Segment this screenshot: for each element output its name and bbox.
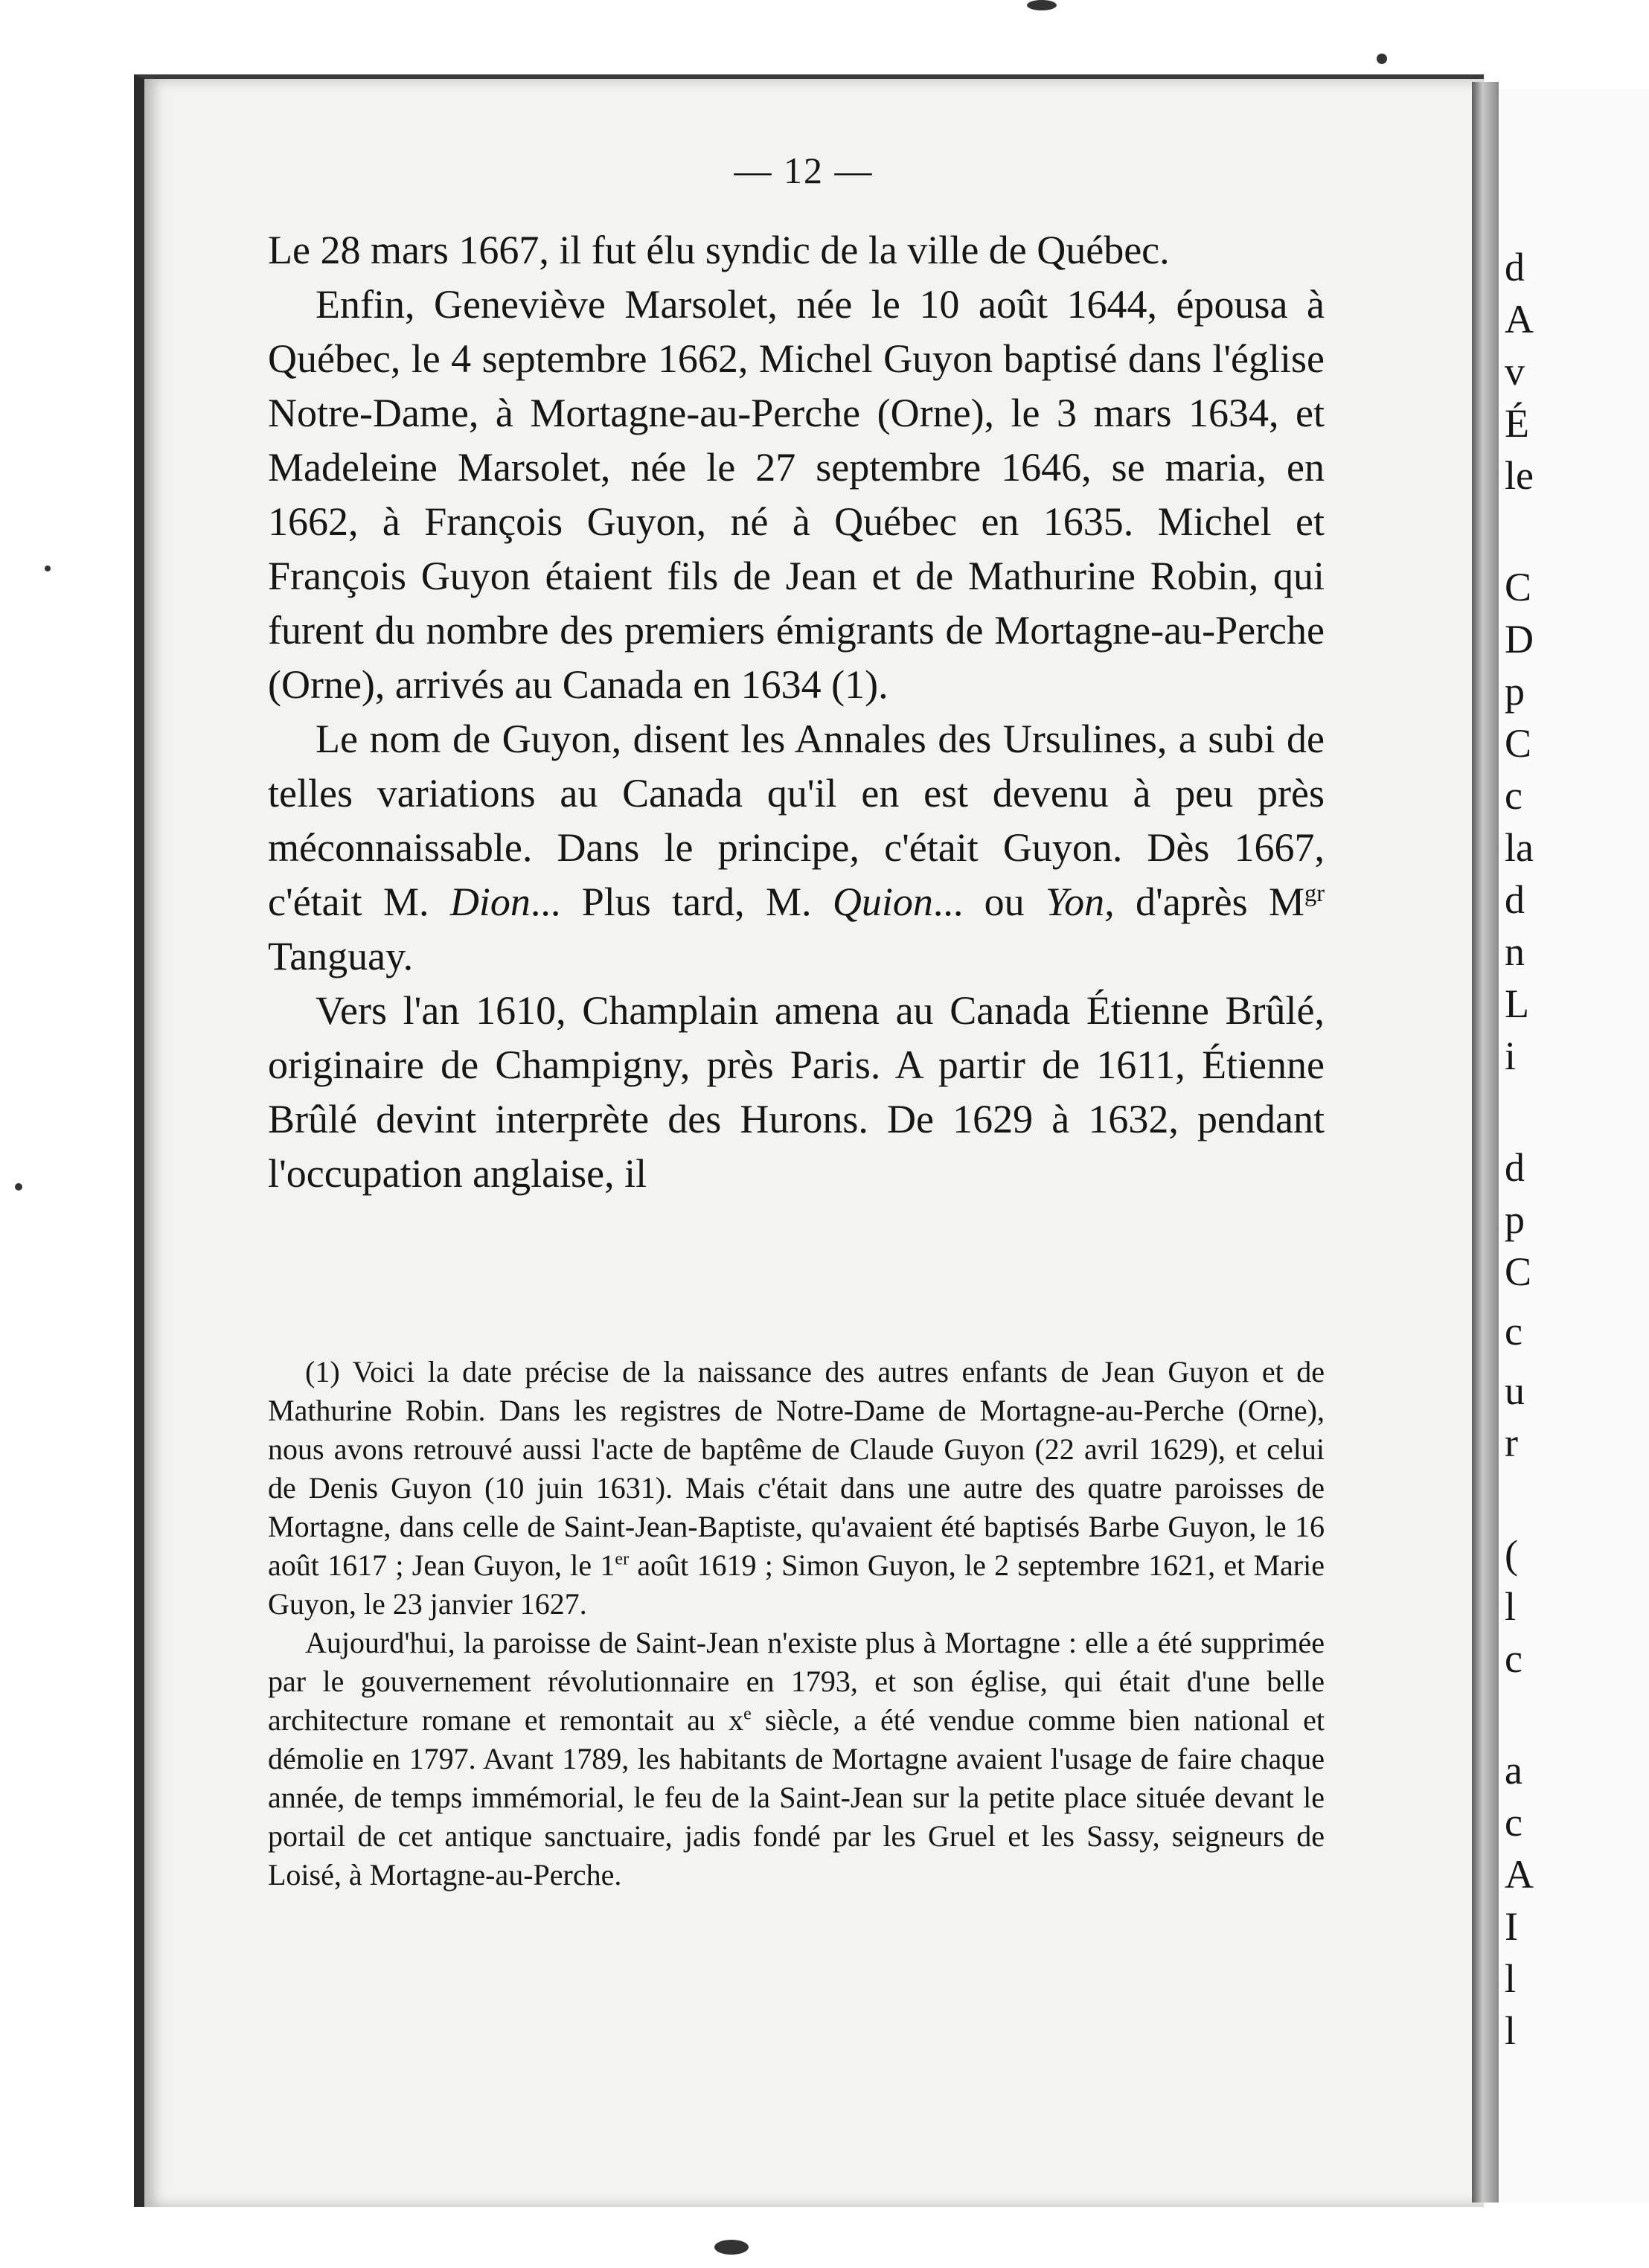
facing-text-fragment: u [1505, 1368, 1525, 1413]
facing-text-fragment: c [1505, 1800, 1522, 1845]
facing-text-fragment: l [1505, 1584, 1517, 1629]
footnote-1: (1) Voici la date précise de la naissance des autres enfants de Jean Guyon et de Mathurine Robin. Dans les registres de Notre-Dame de Mortagne-au-Perche (Orne), nous avons retrouvé aussi l'acte de baptême de Claude Guyon (22 avril 1629), et celui de Denis Guyon (10 juin 1631). Mais c'était dans une autre des quatre paroisses de Mortagne, dans celle de Saint-Jean-Baptiste, qu'avaient été baptisés Barbe Guyon, le 16 août 1617 ; Jean Guyon, le 1er août 1619 ; Simon Guyon, le 2 septembre 1621, et Marie Guyon, le 23 janvier 1627. [268, 1355, 1325, 1621]
scan-speck [15, 1183, 22, 1191]
facing-text-fragment: L [1505, 981, 1529, 1026]
facing-text-fragment: A [1505, 297, 1534, 342]
facing-text-fragment: la [1505, 825, 1534, 870]
paragraph-syndic: Le 28 mars 1667, il fut élu syndic de la ville de Québec. [268, 228, 1170, 272]
main-text [268, 223, 1325, 1201]
scan-speck [45, 566, 51, 571]
facing-text-fragment: D [1505, 617, 1534, 662]
facing-text-fragment: C [1505, 565, 1532, 609]
facing-text-fragment: É [1505, 401, 1529, 446]
facing-page [1499, 89, 1649, 2203]
facing-text-fragment: d [1505, 245, 1525, 289]
facing-text-fragment: l [1505, 2008, 1517, 2053]
page-gutter [1472, 82, 1499, 2203]
facing-text-fragment: C [1505, 721, 1532, 766]
facing-text-fragment: I [1505, 1904, 1518, 1949]
footnotes [268, 1353, 1325, 1894]
paragraph-champlain: Vers l'an 1610, Champlain amena au Canada Étienne Brûlé, originaire de Champigny, près Paris. A partir de 1611, Étienne Brûlé devint interprète des Hurons. De 1629 à 1632, pendant l'occupation anglaise, il [268, 988, 1325, 1196]
facing-text-fragment: a [1505, 1748, 1522, 1793]
facing-text-fragment: d [1505, 1145, 1525, 1190]
page-number: — 12 — [734, 150, 874, 191]
facing-text-fragment: n [1505, 929, 1525, 974]
facing-text-fragment: p [1505, 1197, 1525, 1242]
paragraph-marsolet: Enfin, Geneviève Marsolet, née le 10 août 1644, épousa à Québec, le 4 septembre 1662, Michel Guyon baptisé dans l'église Notre-Dame, à Mortagne-au-Perche (Orne), le 3 mars 1634, et Madeleine Marsolet, née le 27 septembre 1646, se maria, en 1662, à François Guyon, né à Québec en 1635. Michel et François Guyon étaient fils de Jean et de Mathurine Robin, qui furent du nombre des premiers émigrants de Mortagne-au-Perche (Orne), arrivés au Canada en 1634 (1). [268, 282, 1325, 707]
facing-text-fragment: r [1505, 1420, 1518, 1465]
facing-text-fragment: p [1505, 669, 1525, 714]
facing-text-fragment: le [1505, 453, 1534, 498]
scan-speck [1027, 0, 1057, 10]
footnote-continuation: Aujourd'hui, la paroisse de Saint-Jean n'existe plus à Mortagne : elle a été supprimée par le gouvernement révolutionnaire en 1793, et son église, qui était d'une belle architecture romane et remontait au $x^e$ siècle, a été vendue comme bien national et démolie en 1797. Avant 1789, les habitants de Mortagne avaient l'usage de faire chaque année, de temps immémorial, le feu de la Saint-Jean sur la petite place située devant le portail de cet antique sanctuaire, jadis fondé par les Gruel et les Sassy, seigneurs de Loisé, à Mortagne-au-Perche. [268, 1626, 1325, 1891]
facing-text-fragment: c [1505, 773, 1522, 818]
facing-text-fragment: i [1505, 1034, 1517, 1078]
scan-speck [1377, 54, 1387, 64]
facing-text-fragment: v [1505, 349, 1525, 394]
paragraph-guyon-name: Le nom de Guyon, disent les Annales des Ursulines, a subi de telles variations au Canada qu'il en est devenu à peu près méconnaissable. Dans le principe, c'était Guyon. Dès 1667, c'était M. Dion... Plus tard, M. Quion... ou Yon, d'après $M^{gr}$ Tanguay. [268, 717, 1325, 978]
facing-text-fragment: c [1505, 1636, 1522, 1681]
facing-text-fragment: d [1505, 877, 1525, 922]
facing-text-fragment: A [1505, 1852, 1534, 1897]
facing-text-fragment: l [1505, 1956, 1517, 2001]
facing-text-fragment: c [1505, 1309, 1522, 1354]
facing-text-fragment: C [1505, 1249, 1532, 1294]
facing-text-fragment: ( [1505, 1532, 1518, 1577]
scan-speck [714, 2240, 749, 2255]
